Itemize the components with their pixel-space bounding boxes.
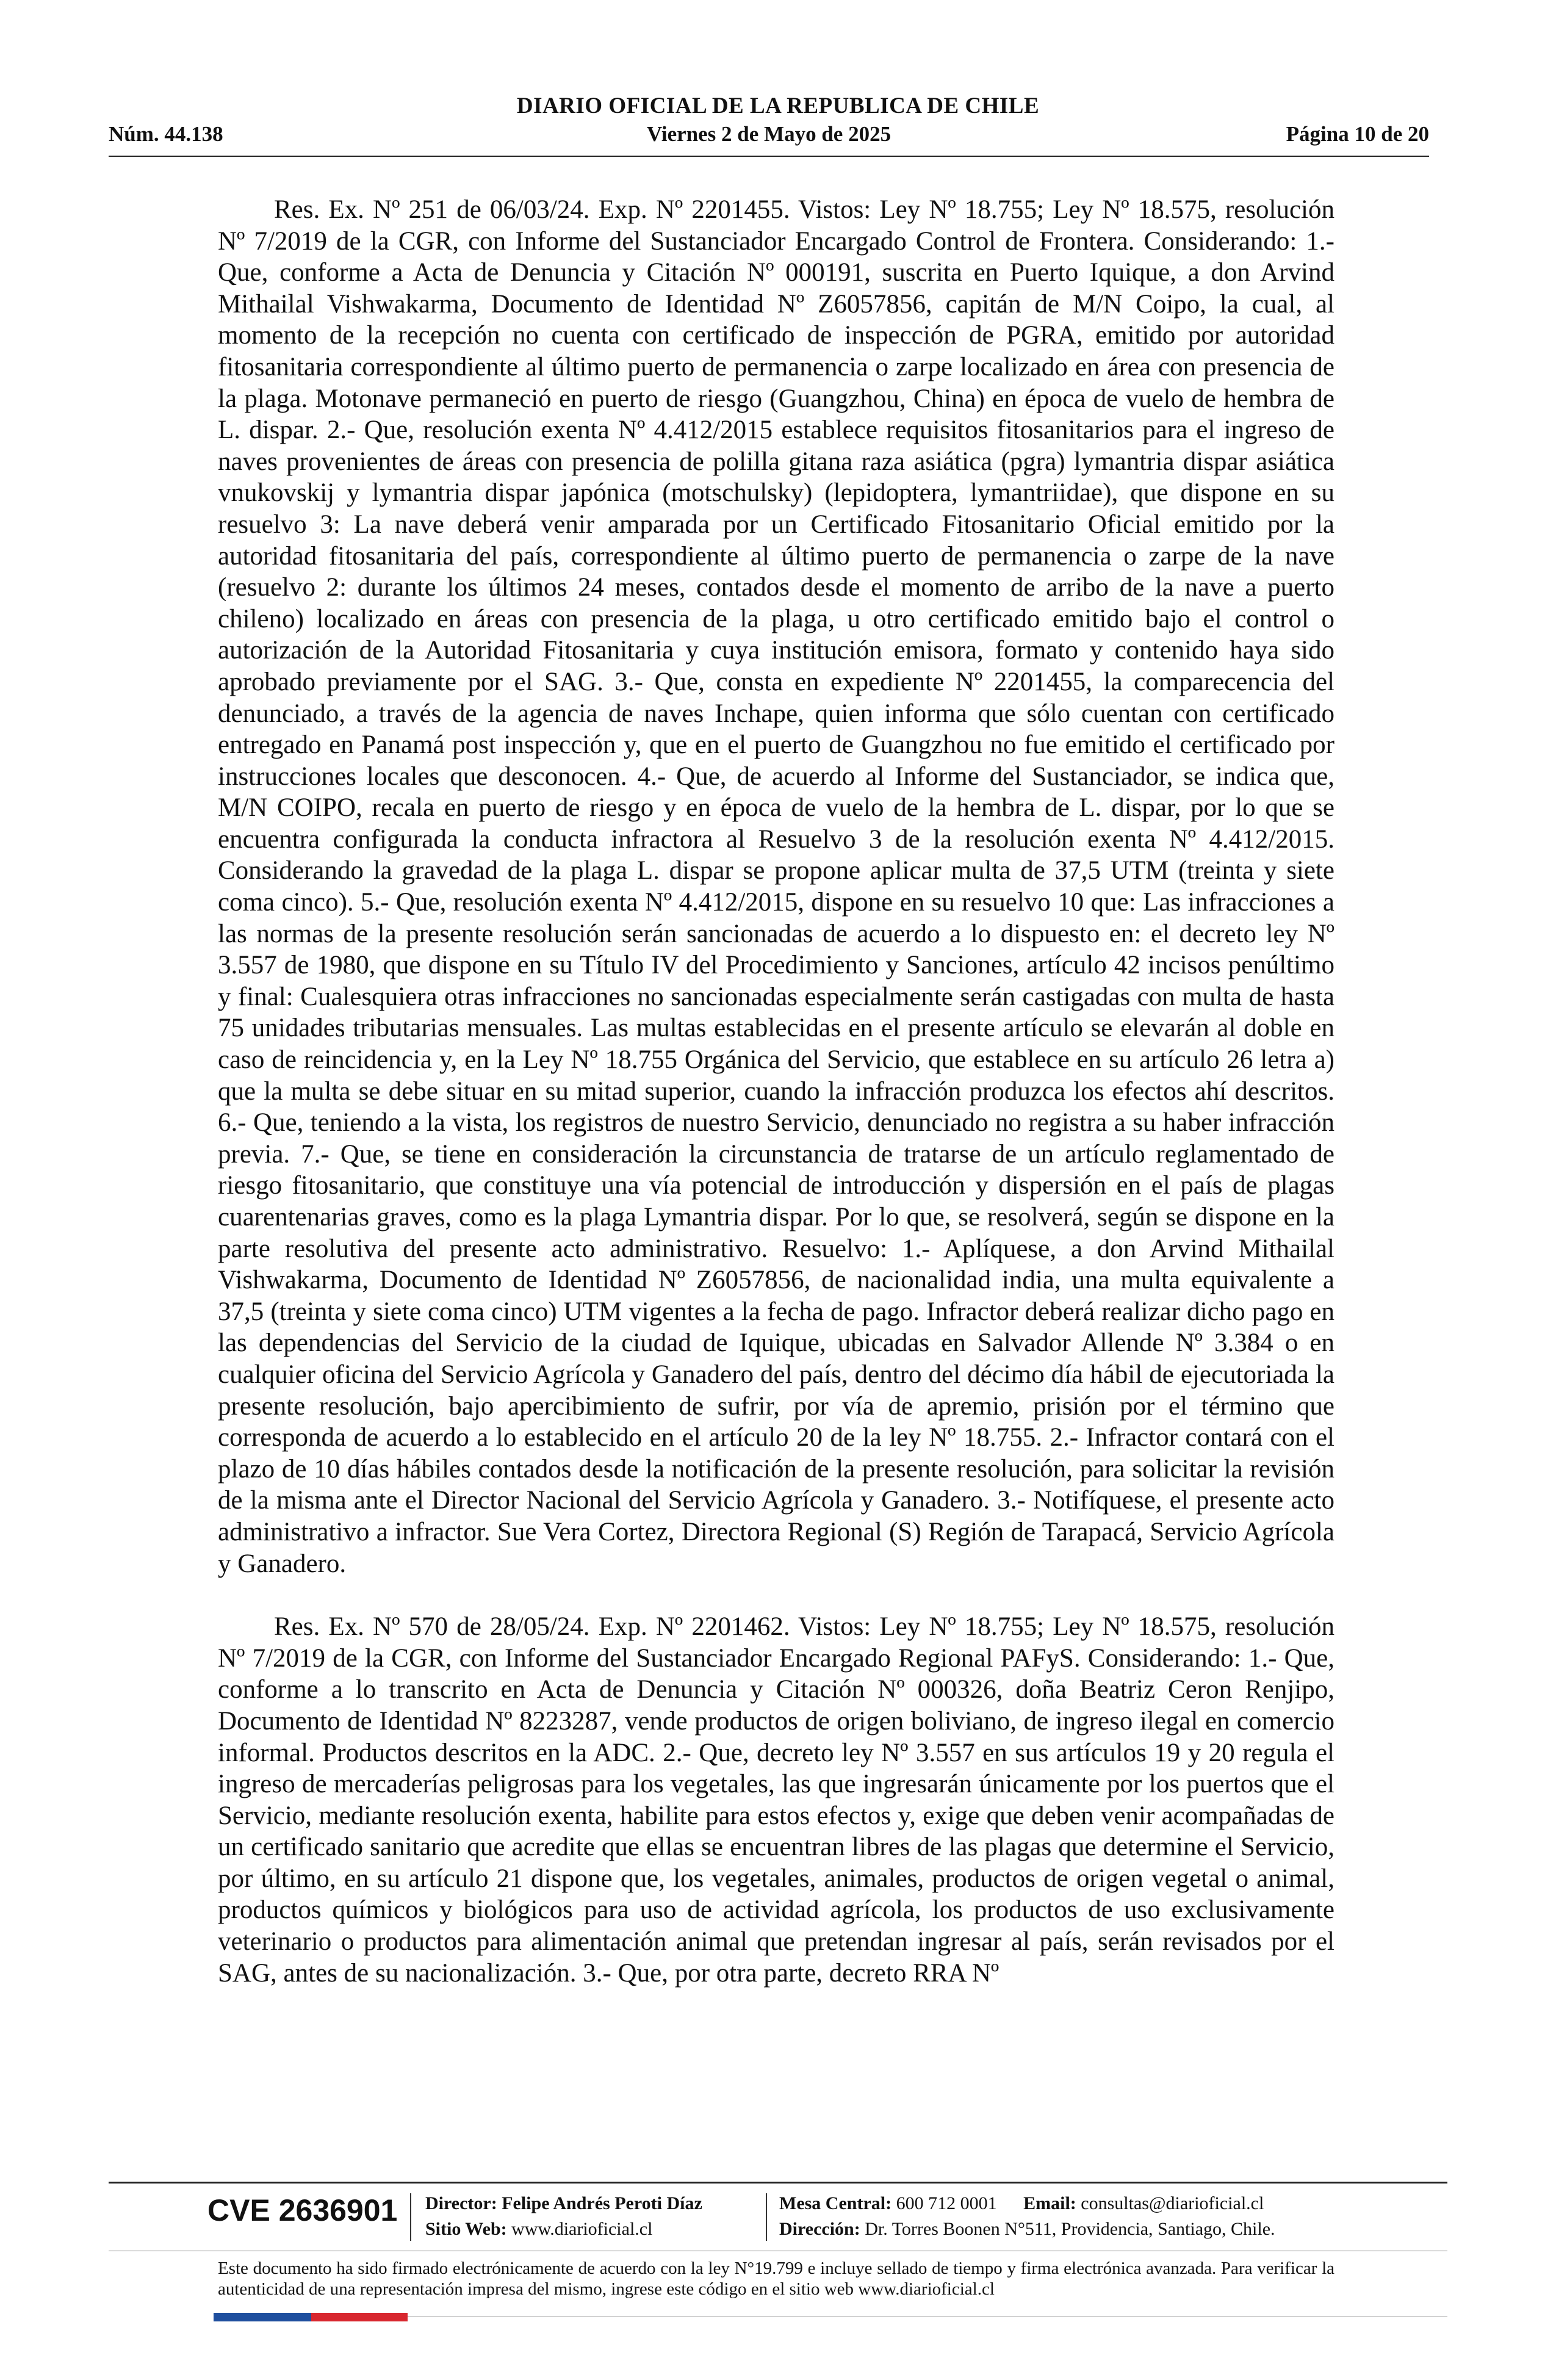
newspaper-title: DIARIO OFICIAL DE LA REPUBLICA DE CHILE (516, 93, 1040, 118)
footer-divider (109, 2182, 1447, 2183)
issue-date: Viernes 2 de Mayo de 2025 (646, 122, 891, 146)
header-row (109, 122, 1429, 151)
page-indicator: Página 10 de 20 (1286, 122, 1429, 146)
flag-color-bar (214, 2313, 408, 2321)
website-link[interactable]: www.diarioficial.cl (511, 2219, 653, 2239)
resolution-paragraph: Res. Ex. Nº 251 de 06/03/24. Exp. Nº 2201455. Vistos: Ley Nº 18.755; Ley Nº 18.575, resolución Nº 7/2019 de la CGR, con Informe del Sustanciador Encargado Control de Frontera. Considerando: 1.- Que, conforme a Acta de Denuncia y Citación Nº 000191, suscrita en Puerto Iquique, a don Arvind Mithailal Vishwakarma, Documento de Identidad Nº Z6057856, capitán de M/N Coipo, la cual, al momento de la recepción no cuenta con certificado de inspección de PGRA, emitido por autoridad fitosanitaria correspondiente al último puerto de permanencia o zarpe localizado en área con presencia de la plaga. Motonave permaneció en puerto de riesgo (Guangzhou, China) en época de vuelo de hembra de L. dispar. 2.- Que, resolución exenta Nº 4.412/2015 establece requisitos fitosanitarios para el ingreso de naves provenientes de áreas con presencia de polilla gitana raza asiática (pgra) lymantria dispar asiática vnukovskij y lymantria dispar japónica (motschulsky) (lepidoptera, lymantriidae), que dispone en su resuelvo 3: La nave deberá venir amparada por un Certificado Fitosanitario Oficial emitido por la autoridad fitosanitaria del país, correspondiente al último puerto de permanencia o zarpe de la nave (resuelvo 2: durante los últimos 24 meses, contados desde el momento de arribo de la nave a puerto chileno) localizado en áreas con presencia de la plaga, u otro certificado emitido bajo el control o autorización de la Autoridad Fitosanitaria y cuya institución emisora, formato y contenido haya sido aprobado previamente por el SAG. 3.- Que, consta en expediente Nº 2201455, la comparecencia del denunciado, a través de la agencia de naves Inchape, quien informa que sólo cuentan con certificado entregado en Panamá post inspección y, que en el puerto de Guangzhou no fue emitido el certificado por instrucciones locales que desconocen. 4.- Que, de acuerdo al Informe del Sustanciador, se indica que, M/N COIPO, recala en puerto de riesgo y en época de vuelo de la hembra de L. dispar, por lo que se encuentra configurada la conducta infractora al Resuelvo 3 de la resolución exenta Nº 4.412/2015. Considerando la gravedad de la plaga L. dispar se propone aplicar multa de 37,5 UTM (treinta y siete coma cinco). 5.- Que, resolución exenta Nº 4.412/2015, dispone en su resuelvo 10 que: Las infracciones a las normas de la presente resolución serán sancionadas de acuerdo a lo dispuesto en: el decreto ley Nº 3.557 de 1980, que dispone en su Título IV del Procedimiento y Sanciones, artículo 42 incisos penúltimo y final: Cualesquiera otras infracciones no sancionadas especialmente serán castigadas con multa de hasta 75 unidades tributarias mensuales. Las multas establecidas en el presente artículo se elevarán al doble en caso de reincidencia y, en la Ley Nº 18.755 Orgánica del Servicio, que establece en su artículo 26 letra a) que la multa se debe situar en su mitad superior, cuando la infracción produzca los efectos ahí descritos. 6.- Que, teniendo a la vista, los registros de nuestro Servicio, denunciado no registra a su haber infracción previa. 7.- Que, se tiene en consideración la circunstancia de tratarse de un artículo reglamentado de riesgo fitosanitario, que constituye una vía potencial de introducción y dispersión en el país de plagas cuarentenarias graves, como es la plaga Lymantria dispar. Por lo que, se resolverá, según se dispone en la parte resolutiva del presente acto administrativo. Resuelvo: 1.- Aplíquese, a don Arvind Mithailal Vishwakarma, Documento de Identidad Nº Z6057856, de nacionalidad india, una multa equivalente a 37,5 (treinta y siete coma cinco) UTM vigentes a la fecha de pago. Infractor deberá realizar dicho pago en las dependencias del Servicio de la ciudad de Iquique, ubicadas en Salvador Allende Nº 3.384 o en cualquier oficina del Servicio Agrícola y Ganadero del país, dentro del décimo día hábil de ejecutoriada la presente resolución, bajo apercibimiento de sufrir, por vía de apremio, prisión por el término que corresponda de acuerdo a lo establecido en el artículo 20 de la ley Nº 18.755. 2.- Infractor contará con el plazo de 10 días hábiles contados desde la notificación de la presente resolución, para solicitar la revisión de la misma ante el Director Nacional del Servicio Agrícola y Ganadero. 3.- Notifíquese, el presente acto administrativo a infractor. Sue Vera Cortez, Directora Regional (S) Región de Tarapacá, Servicio Agrícola y Ganadero. (218, 195, 1334, 1578)
website-line (425, 2216, 702, 2242)
footer-separator (766, 2193, 767, 2241)
header-divider (109, 156, 1429, 157)
flag-red-segment (311, 2313, 408, 2321)
email-label: Email: (1023, 2193, 1076, 2213)
address-line (779, 2216, 1275, 2242)
director-label: Director: (425, 2193, 497, 2213)
cve-code: CVE 2636901 (207, 2193, 398, 2227)
director-line (425, 2191, 702, 2216)
footer-separator (410, 2193, 411, 2241)
phone-number: 600 712 0001 (896, 2193, 997, 2213)
contact-line (779, 2191, 1275, 2216)
signature-disclaimer: Este documento ha sido firmado electrónicamente de acuerdo con la ley N°19.799 e incluye sellado de tiempo y firma electrónica avanzada. Para verificar la autenticidad de una representación impresa del mismo, ingrese este código en el sitio web www.diarioficial.cl (218, 2259, 1334, 2299)
footer-contact-block (779, 2191, 1275, 2242)
issue-number: Núm. 44.138 (109, 122, 223, 146)
document-body (218, 194, 1334, 1989)
email-link[interactable]: consultas@diarioficial.cl (1081, 2193, 1264, 2213)
flag-blue-segment (214, 2313, 311, 2321)
address-label: Dirección: (779, 2219, 860, 2239)
director-name: Felipe Andrés Peroti Díaz (502, 2193, 702, 2213)
phone-label: Mesa Central: (779, 2193, 892, 2213)
footer-director-block (425, 2191, 702, 2242)
website-label: Sitio Web: (425, 2219, 507, 2239)
address-text: Dr. Torres Boonen N°511, Providencia, Santiago, Chile. (865, 2219, 1275, 2239)
resolution-paragraph: Res. Ex. Nº 570 de 28/05/24. Exp. Nº 2201462. Vistos: Ley Nº 18.755; Ley Nº 18.575, resolución Nº 7/2019 de la CGR, con Informe del Sustanciador Encargado Regional PAFyS. Considerando: 1.- Que, conforme a lo transcrito en Acta de Denuncia y Citación Nº 000326, doña Beatriz Ceron Renjipo, Documento de Identidad Nº 8223287, vende productos de origen boliviano, de ingreso ilegal en comercio informal. Productos descritos en la ADC. 2.- Que, decreto ley Nº 3.557 en sus artículos 19 y 20 regula el ingreso de mercaderías peligrosas para los vegetales, las que ingresarán únicamente por los puertos que el Servicio, mediante resolución exenta, habilite para estos efectos y, exige que deben venir acompañadas de un certificado sanitario que acredite que ellas se encuentran libres de las plagas que determine el Servicio, por último, en su artículo 21 dispone que, los vegetales, animales, productos de origen vegetal o animal, productos químicos y biológicos para uso de actividad agrícola, los productos de uso exclusivamente veterinario o productos para alimentación animal que pretendan ingresar al país, serán revisados por el SAG, antes de su nacionalización. 3.- Que, por otra parte, decreto RRA Nº (218, 1612, 1334, 1988)
